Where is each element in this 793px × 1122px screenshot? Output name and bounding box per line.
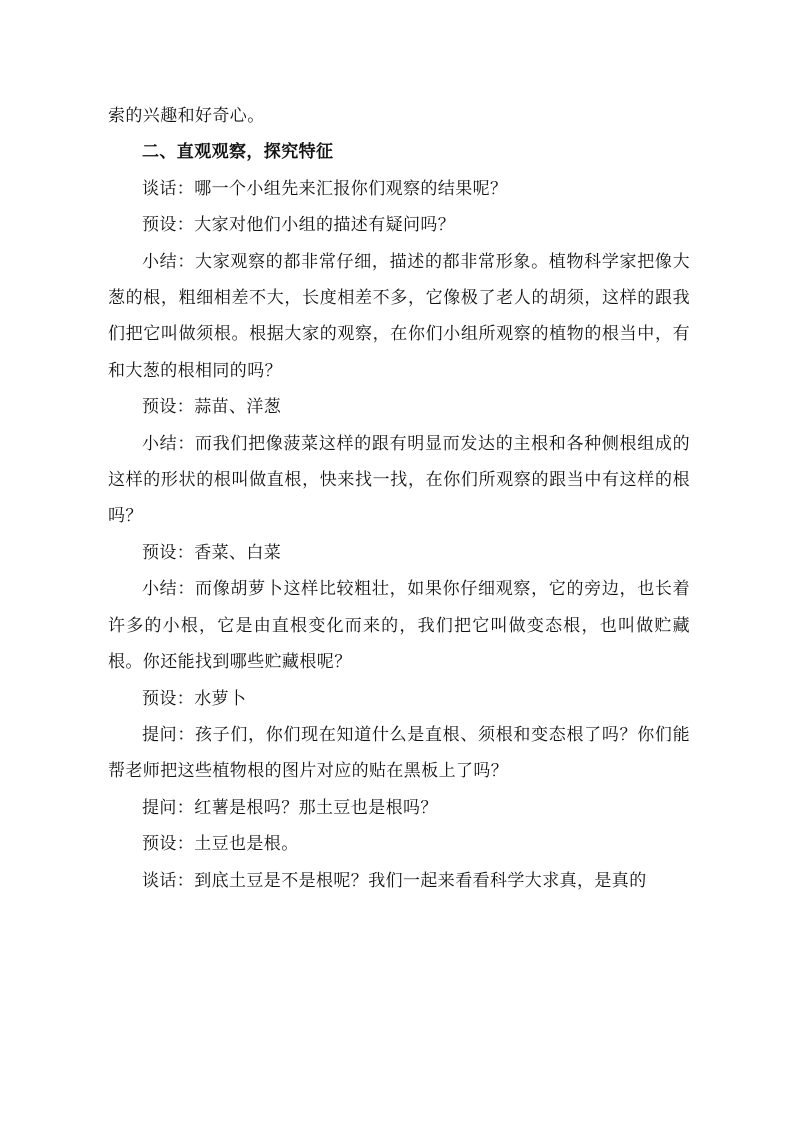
paragraph: 谈话：到底土豆是不是根呢？我们一起来看看科学大求真，是真的 — [142, 870, 647, 891]
document-page — [108, 98, 690, 899]
paragraph: 索的兴趣和好奇心。 — [108, 106, 265, 126]
paragraph: 小结：而像胡萝卜这样比较粗壮，如果你仔细观察，它的旁边，也长着许多的小根，它是由直根变化而来的，我们把它叫做变态根，也叫做贮藏根。你还能找到哪些贮藏根呢？ — [108, 579, 690, 673]
paragraph: 预设：蒜苗、洋葱 — [142, 397, 282, 418]
paragraph: 小结：而我们把像菠菜这样的跟有明显而发达的主根和各种侧根组成的这样的形状的根叫做直根，快来找一找，在你们所观察的跟当中有这样的根吗？ — [108, 433, 690, 527]
paragraph: 预设：土豆也是根。 — [142, 834, 299, 855]
paragraph: 小结：大家观察的都非常仔细，描述的都非常形象。植物科学家把像大葱的根，粗细相差不大，长度相差不多，它像极了老人的胡须，这样的跟我们把它叫做须根。根据大家的观察，在你们小组所观察的植物的根当中，有和大葱的根相同的吗？ — [108, 251, 690, 381]
paragraph: 预设：水萝卜 — [142, 688, 247, 709]
paragraph: 提问：孩子们，你们现在知道什么是直根、须根和变态根了吗？你们能帮老师把这些植物根的图片对应的贴在黑板上了吗？ — [108, 724, 690, 782]
paragraph: 谈话：哪一个小组先来汇报你们观察的结果呢？ — [142, 178, 508, 199]
paragraph: 预设：香菜、白菜 — [142, 542, 282, 563]
paragraph: 预设：大家对他们小组的描述有疑问吗？ — [142, 215, 456, 236]
paragraph: 提问：红薯是根吗？那土豆也是根吗？ — [142, 797, 438, 818]
section-heading: 二、直观观察，探究特征 — [142, 142, 334, 163]
